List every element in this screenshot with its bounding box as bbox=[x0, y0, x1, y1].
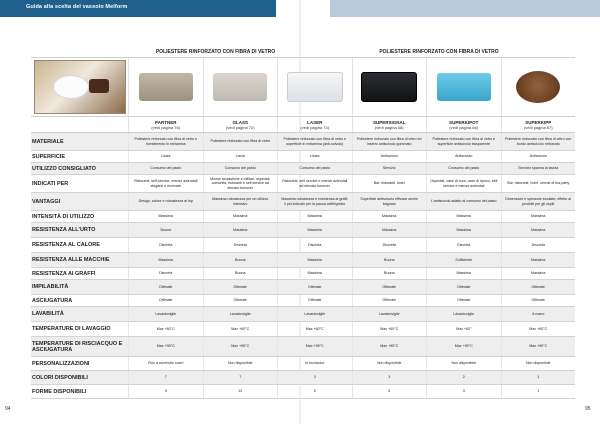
table-cell: Massima bbox=[501, 253, 576, 267]
table-row bbox=[31, 268, 575, 280]
row-label: UTILIZZO CONSIGLIATO bbox=[31, 163, 128, 174]
table-row bbox=[31, 307, 575, 322]
table-cell: In tecnicolor bbox=[277, 357, 352, 370]
product-page-ref: (vedi pagina 76) bbox=[151, 124, 181, 130]
table-cell: Massima bbox=[277, 223, 352, 237]
row-label: ASCIUGATURA bbox=[31, 295, 128, 306]
table-row bbox=[31, 253, 575, 268]
row-label: INDICATI PER bbox=[31, 175, 128, 192]
product-image-cell bbox=[426, 58, 501, 116]
table-cell: Servizio spanna la tavola bbox=[501, 163, 576, 174]
product-name-cell bbox=[426, 117, 501, 132]
table-cell: Massima bbox=[277, 268, 352, 279]
table-row bbox=[31, 280, 575, 295]
row-label: RESISTENZA AI GRAFFI bbox=[31, 268, 128, 279]
table-cell: Lavastoviglie bbox=[277, 307, 352, 321]
table-cell: Antiscivolo bbox=[352, 151, 427, 162]
table-cell: Design, colore e robustezza al top bbox=[128, 193, 203, 210]
table-cell: Massima bbox=[426, 268, 501, 279]
table-cell: Buona bbox=[203, 253, 278, 267]
table-cell: Ristoranti, self service e mense aziendali ad elevato turnover bbox=[277, 175, 352, 192]
product-name-cell bbox=[501, 117, 576, 132]
material-group-header bbox=[31, 46, 575, 58]
product-page-ref: (vedi pagina 66) bbox=[449, 124, 479, 130]
table-cell: Max +95°C bbox=[501, 337, 576, 356]
table-cell: Discreta bbox=[352, 238, 427, 252]
empty-corner bbox=[31, 46, 128, 58]
table-cell: Buona bbox=[203, 268, 278, 279]
tray-image-laser bbox=[287, 72, 343, 102]
page-number-right: 95 bbox=[585, 406, 591, 412]
table-cell: Massima bbox=[203, 223, 278, 237]
product-name-cell bbox=[352, 117, 427, 132]
product-name-cell bbox=[128, 117, 203, 132]
table-cell: Fino a nove/otto colori bbox=[128, 357, 203, 370]
product-name: SUPERSIGNAL bbox=[372, 119, 406, 125]
table-cell: Liscia bbox=[128, 151, 203, 162]
table-cell: Discreta bbox=[128, 238, 203, 252]
table-cell: Lavastoviglie bbox=[203, 307, 278, 321]
table-cell: Massima bbox=[501, 211, 576, 222]
table-cell: Massima bbox=[203, 211, 278, 222]
row-label: MATERIALE bbox=[31, 133, 128, 150]
table-cell: Massima bbox=[277, 211, 352, 222]
table-cell: Massima bbox=[426, 211, 501, 222]
product-name: GLASS bbox=[232, 119, 248, 125]
table-cell: L'antiscivolo adatto al consumo del pasto bbox=[426, 193, 501, 210]
empty-label-cell bbox=[31, 117, 128, 132]
row-label: TEMPERATURE DI RISCIACQUO E ASCIUGATURA bbox=[31, 337, 128, 356]
table-cell: 1 bbox=[501, 371, 576, 384]
table-cell: Poliestere rinforzato con fibra di vetro e superficie antiscivolo trasparente bbox=[426, 133, 501, 150]
table-cell: Liscia bbox=[203, 151, 278, 162]
table-cell: Max +95°C bbox=[352, 337, 427, 356]
tray-image-superkipot bbox=[437, 73, 491, 101]
product-page-ref: (vedi pagina 68) bbox=[374, 124, 404, 130]
row-label: FORME DISPONIBILI bbox=[31, 385, 128, 398]
table-cell: Ottimale bbox=[426, 280, 501, 294]
table-cell: Servizio bbox=[352, 163, 427, 174]
table-cell: Max +60°C bbox=[501, 322, 576, 336]
table-cell: Massima robustezza per un utilizzo intensivo bbox=[203, 193, 278, 210]
table-row bbox=[31, 133, 575, 151]
table-cell: Massima bbox=[277, 253, 352, 267]
table-cell: Max +95°C bbox=[426, 337, 501, 356]
table-cell: Liscia bbox=[277, 151, 352, 162]
table-row bbox=[31, 211, 575, 223]
table-row bbox=[31, 295, 575, 307]
table-cell: Superficie antiscivolo efficace anche bagnato bbox=[352, 193, 427, 210]
product-image-cell bbox=[352, 58, 427, 116]
table-cell: Ottimale bbox=[277, 295, 352, 306]
product-image-cell bbox=[128, 58, 203, 116]
table-cell: Sufficiente bbox=[426, 253, 501, 267]
tray-image-superkipp bbox=[516, 71, 560, 103]
product-name-cell bbox=[277, 117, 352, 132]
table-cell: Ottimale bbox=[426, 295, 501, 306]
table-cell: 12 bbox=[203, 385, 278, 398]
table-cell: Poliestere rinforzato con fibra di vetro ed inserto antiscivolo gommato bbox=[352, 133, 427, 150]
table-row bbox=[31, 163, 575, 175]
table-cell: Discreta bbox=[277, 238, 352, 252]
row-label: TEMPERATURE DI LAVAGGIO bbox=[31, 322, 128, 336]
table-cell: Discreta bbox=[128, 268, 203, 279]
group-header-left: POLIESTERE RINFORZATO CON FIBRA DI VETRO bbox=[128, 46, 303, 58]
table-cell: 9 bbox=[128, 385, 203, 398]
table-cell: Ristoranti, self-service, mense aziendali eleganti e ricercate bbox=[128, 175, 203, 192]
row-label: LAVABILITÀ bbox=[31, 307, 128, 321]
product-name-row bbox=[31, 117, 575, 133]
page-header-title: Guida alla scelta del vassoio Melform bbox=[26, 4, 128, 10]
table-row bbox=[31, 371, 575, 385]
table-cell: Buona bbox=[352, 253, 427, 267]
cake-shape bbox=[89, 79, 109, 93]
page-number-left: 94 bbox=[5, 406, 11, 412]
table-cell: Ottimale bbox=[203, 280, 278, 294]
product-name: SUPERKIPP bbox=[525, 119, 552, 125]
table-cell: Poliestere rinforzato con fibra di vetro e superficie in melamina (anti-scivolo) bbox=[277, 133, 352, 150]
table-cell: Consumo del pasto bbox=[203, 163, 278, 174]
table-cell: Max +95°C bbox=[203, 337, 278, 356]
table-cell: Bar, ristoranti, hotel bbox=[352, 175, 427, 192]
table-cell: Lavastoviglie bbox=[426, 307, 501, 321]
table-cell: Antiscivolo bbox=[426, 151, 501, 162]
table-cell: Massima bbox=[128, 211, 203, 222]
table-row bbox=[31, 238, 575, 253]
table-cell: 5 bbox=[277, 385, 352, 398]
row-label: SUPERFICIE bbox=[31, 151, 128, 162]
table-cell: Lavastoviglie bbox=[352, 307, 427, 321]
table-cell: 7 bbox=[203, 371, 278, 384]
table-cell: Max +60°C bbox=[352, 322, 427, 336]
table-cell: 3 bbox=[277, 371, 352, 384]
table-cell: Consumo del pasto bbox=[277, 163, 352, 174]
product-name-cell bbox=[203, 117, 278, 132]
table-row bbox=[31, 357, 575, 371]
row-label: COLORI DISPONIBILI bbox=[31, 371, 128, 384]
table-cell: Massima bbox=[501, 223, 576, 237]
tray-image-partner bbox=[139, 73, 193, 101]
table-cell: Ottimale bbox=[128, 295, 203, 306]
table-cell: Max +60° bbox=[426, 322, 501, 336]
product-image-row bbox=[31, 58, 575, 117]
table-cell: 1 bbox=[501, 385, 576, 398]
table-cell: Ospedali, case di cura, case di riposo, self service e mense aziendali bbox=[426, 175, 501, 192]
table-row bbox=[31, 193, 575, 211]
table-cell: Non disponibile bbox=[426, 357, 501, 370]
table-cell: Ottimale bbox=[277, 280, 352, 294]
attribute-rows bbox=[31, 133, 575, 399]
table-cell: 2 bbox=[426, 371, 501, 384]
table-cell: Ottimale bbox=[352, 295, 427, 306]
table-cell: Massima bbox=[426, 223, 501, 237]
table-cell: Buona bbox=[352, 268, 427, 279]
product-page-ref: (vedi pagina 74) bbox=[300, 124, 330, 130]
table-cell: Non disponibile bbox=[203, 357, 278, 370]
product-image-cell bbox=[277, 58, 352, 116]
table-cell: Max +95°C bbox=[128, 337, 203, 356]
table-cell: A mano bbox=[501, 307, 576, 321]
table-cell: Ottimale bbox=[128, 280, 203, 294]
table-cell: Ottimale bbox=[501, 280, 576, 294]
table-row bbox=[31, 337, 575, 357]
row-label: RESISTENZA AL CALORE bbox=[31, 238, 128, 252]
hero-photo-cell bbox=[31, 58, 128, 116]
table-cell: 7 bbox=[128, 371, 203, 384]
plate-shape bbox=[53, 75, 89, 99]
row-label: RESISTENZA ALL'URTO bbox=[31, 223, 128, 237]
product-name: SUPERKIPOT bbox=[449, 119, 479, 125]
table-cell: Poliestere rinforzato con fibra di vetro e rivestimento in melamina bbox=[128, 133, 203, 150]
table-cell: Non disponibile bbox=[352, 357, 427, 370]
table-cell: Consumo del pasto bbox=[128, 163, 203, 174]
table-row bbox=[31, 223, 575, 238]
table-cell: Massima robustezza e resistenza ai graffi, il più indicato per la pausa caffè/gelato bbox=[277, 193, 352, 210]
product-page-ref: (vedi pagina 72) bbox=[225, 124, 255, 130]
table-cell: Massima bbox=[352, 211, 427, 222]
table-cell: Discreta bbox=[203, 238, 278, 252]
table-cell: Poliestere rinforzato con fibra di vetro con bordo antiscivolo rinforzato bbox=[501, 133, 576, 150]
tray-image-supersignal bbox=[361, 72, 417, 102]
table-cell: Bar, ristoranti, hotel, servizi di tea-party bbox=[501, 175, 576, 192]
table-row bbox=[31, 175, 575, 193]
table-cell: 3 bbox=[426, 385, 501, 398]
group-header-right: POLIESTERE RINFORZATO CON FIBRA DI VETRO bbox=[303, 46, 575, 58]
row-label: RESISTENZA ALLE MACCHIE bbox=[31, 253, 128, 267]
table-cell: Max +60°C bbox=[128, 322, 203, 336]
table-cell: Non disponibile bbox=[501, 357, 576, 370]
table-row bbox=[31, 151, 575, 163]
table-cell: Max +60°C bbox=[277, 322, 352, 336]
row-label: INTENSITÀ DI UTILIZZO bbox=[31, 211, 128, 222]
product-name: PARTNER bbox=[155, 119, 177, 125]
hero-photo bbox=[34, 60, 126, 114]
table-cell: Massima bbox=[501, 268, 576, 279]
table-cell: Lavastoviglie bbox=[128, 307, 203, 321]
row-label: PERSONALIZZAZIONI bbox=[31, 357, 128, 370]
header-bar-right bbox=[330, 0, 600, 17]
table-cell: Ottimale bbox=[203, 295, 278, 306]
row-label: IMPILABILITÀ bbox=[31, 280, 128, 294]
table-cell: Discreta bbox=[426, 238, 501, 252]
table-cell: Poliestere rinforzato con fibra di vetro bbox=[203, 133, 278, 150]
table-cell: Buona bbox=[128, 223, 203, 237]
product-page-ref: (vedi pagina 67) bbox=[523, 124, 553, 130]
table-cell: Discreta bbox=[501, 238, 576, 252]
comparison-table bbox=[31, 46, 575, 399]
table-cell: 3 bbox=[352, 371, 427, 384]
table-cell: Ottimale bbox=[501, 295, 576, 306]
table-cell: Massima bbox=[352, 223, 427, 237]
table-cell: Mense scolastiche e militari, ospedali, comunità, ristoranti e self service ad elevato turnover bbox=[203, 175, 278, 192]
table-cell: Max +60°C bbox=[203, 322, 278, 336]
table-row bbox=[31, 322, 575, 337]
table-cell: Antiscivolo bbox=[501, 151, 576, 162]
table-cell: Dimensioni e spessore studiate, effetto ai prodotti per gli ospiti bbox=[501, 193, 576, 210]
table-cell: Ottimale bbox=[352, 280, 427, 294]
product-image-cell bbox=[203, 58, 278, 116]
table-cell: Massima bbox=[128, 253, 203, 267]
row-label: VANTAGGI bbox=[31, 193, 128, 210]
tray-image-glass bbox=[213, 73, 267, 101]
product-image-cell bbox=[501, 58, 576, 116]
table-cell: Max +95°C bbox=[277, 337, 352, 356]
product-name: LASER bbox=[307, 119, 323, 125]
table-cell: 6 bbox=[352, 385, 427, 398]
table-row bbox=[31, 385, 575, 399]
table-cell: Consumo del pasto bbox=[426, 163, 501, 174]
